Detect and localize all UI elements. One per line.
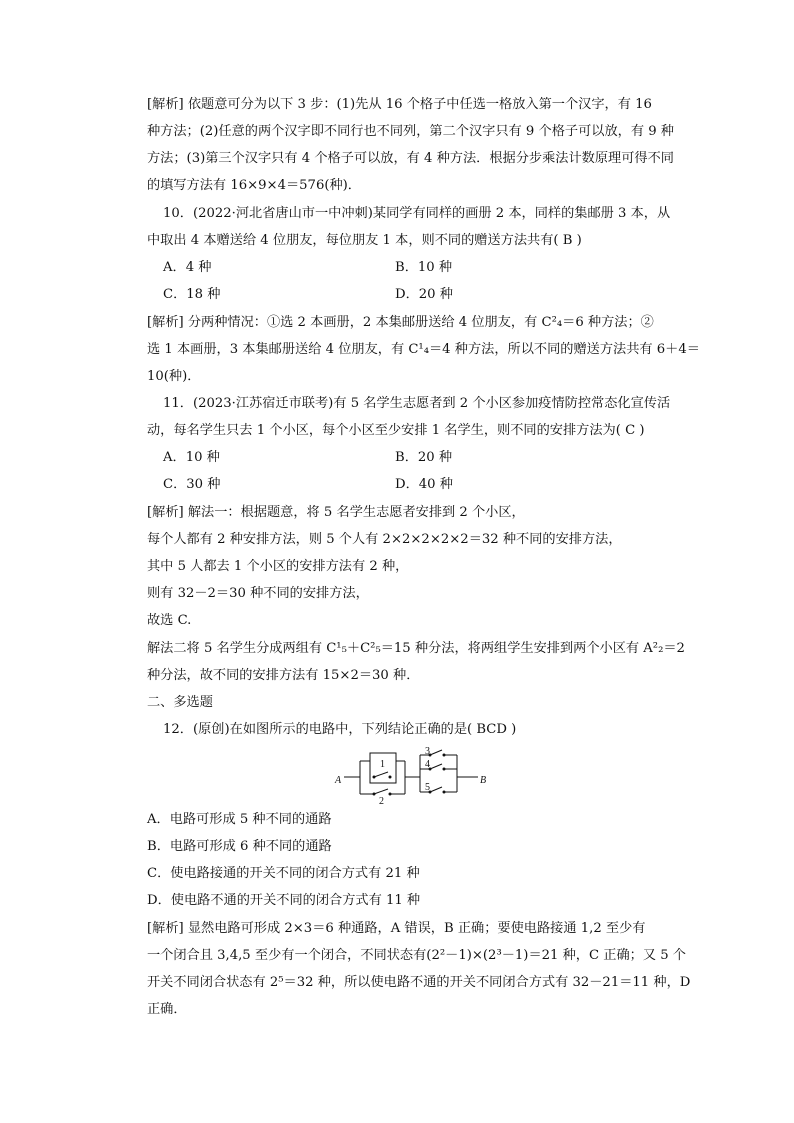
question-10-line: 10．(2022·河北省唐山市一中冲刺)某同学有同样的画册 2 本，同样的集邮册 3 本，从 [163, 206, 671, 221]
switch-4-label: 4 [425, 759, 430, 770]
option-a: A．电路可形成 5 种不同的通路 [147, 812, 332, 827]
circuit-diagram [330, 747, 490, 805]
option-d: D．20 种 [395, 287, 453, 302]
option-d: D．使电路不通的开关不同的闭合方式有 11 种 [147, 893, 421, 908]
text-line: 种方法；(2)任意的两个汉字即不同行也不同列，第二个汉字只有 9 个格子可以放，有 9 种 [147, 124, 674, 139]
analysis-line: 则有 32－2＝30 种不同的安排方法， [147, 586, 369, 601]
option-c: C．30 种 [163, 477, 221, 492]
analysis-line: 种分法，故不同的安排方法有 15×2＝30 种． [147, 668, 420, 683]
terminal-b-label: B [480, 775, 487, 786]
option-c: C．18 种 [163, 287, 221, 302]
analysis-line: 开关不同闭合状态有 2⁵＝32 种，所以使电路不通的开关不同闭合方式有 32－21＝11 种，D [147, 975, 691, 990]
switch-1-blade [374, 772, 388, 777]
analysis-line: 解法二将 5 名学生分成两组有 C¹₅＋C²₅＝15 种分法，将两组学生安排到两个小区有 A²₂＝2 [147, 641, 685, 656]
analysis-line: 选 1 本画册，3 本集邮册送给 4 位朋友，有 C¹₄＝4 种方法，所以不同的赠送方法共有 6＋4＝ [147, 342, 700, 357]
text-line: 方法；(3)第三个汉字只有 4 个格子可以放，有 4 种方法．根据分步乘法计数原理可得不同 [147, 151, 674, 166]
text-line: 的填写方法有 16×9×4＝576(种)． [147, 178, 361, 193]
option-b: B．10 种 [395, 260, 453, 275]
question-10-line: 中取出 4 本赠送给 4 位朋友，每位朋友 1 本，则不同的赠送方法共有( B ) [147, 233, 582, 248]
switch-2-label: 2 [379, 796, 384, 805]
option-a: A．4 种 [163, 260, 212, 275]
analysis-line: [解析] 解法一：根据题意，将 5 名学生志愿者安排到 2 个小区， [147, 505, 525, 520]
analysis-line: 正确． [147, 1002, 187, 1017]
switch-1-label: 1 [380, 759, 385, 770]
switch-5-blade [430, 787, 442, 792]
switch-2-blade [374, 789, 388, 794]
question-11-line: 11．(2023·江苏宿迁市联考)有 5 名学生志愿者到 2 个小区参加疫情防控常态化宣传活 [163, 396, 671, 411]
option-d: D．40 种 [395, 477, 453, 492]
text-line: [解析] 依题意可分为以下 3 步：(1)先从 16 个格子中任选一格放入第一个汉字，有 16 [147, 97, 652, 112]
analysis-line: [解析] 显然电路可形成 2×3＝6 种通路，A 错误，B 正确；要使电路接通 1,2 至少有 [147, 921, 646, 936]
analysis-line: 10(种)． [147, 369, 201, 384]
terminal-a-label: A [335, 775, 342, 786]
option-c: C．使电路接通的开关不同的闭合方式有 21 种 [147, 866, 420, 881]
switch-5-label: 5 [425, 782, 430, 793]
analysis-line: 一个闭合且 3,4,5 至少有一个闭合，不同状态有(2²－1)×(2³－1)＝21 种，C 正确；又 5 个 [147, 948, 686, 963]
switch-3-blade [430, 750, 442, 755]
question-11-line: 动，每名学生只去 1 个小区，每个小区至少安排 1 名学生，则不同的安排方法为( C ) [147, 423, 645, 438]
option-b: B．电路可形成 6 种不同的通路 [147, 839, 332, 854]
option-a: A．10 种 [163, 450, 220, 465]
analysis-line: [解析] 分两种情况：①选 2 本画册，2 本集邮册送给 4 位朋友，有 C²₄＝6 种方法；② [147, 315, 654, 330]
switch-4-blade [430, 764, 442, 769]
question-12-line: 12．(原创)在如图所示的电路中，下列结论正确的是( BCD ) [163, 722, 517, 737]
option-b: B．20 种 [395, 450, 453, 465]
analysis-line: 其中 5 人都去 1 个小区的安排方法有 2 种， [147, 559, 409, 574]
switch-3-label: 3 [425, 747, 430, 757]
analysis-line: 故选 C. [147, 613, 192, 628]
section-heading: 二、多选题 [147, 695, 213, 710]
analysis-line: 每个人都有 2 种安排方法，则 5 个人有 2×2×2×2×2＝32 种不同的安排方法， [147, 532, 622, 547]
